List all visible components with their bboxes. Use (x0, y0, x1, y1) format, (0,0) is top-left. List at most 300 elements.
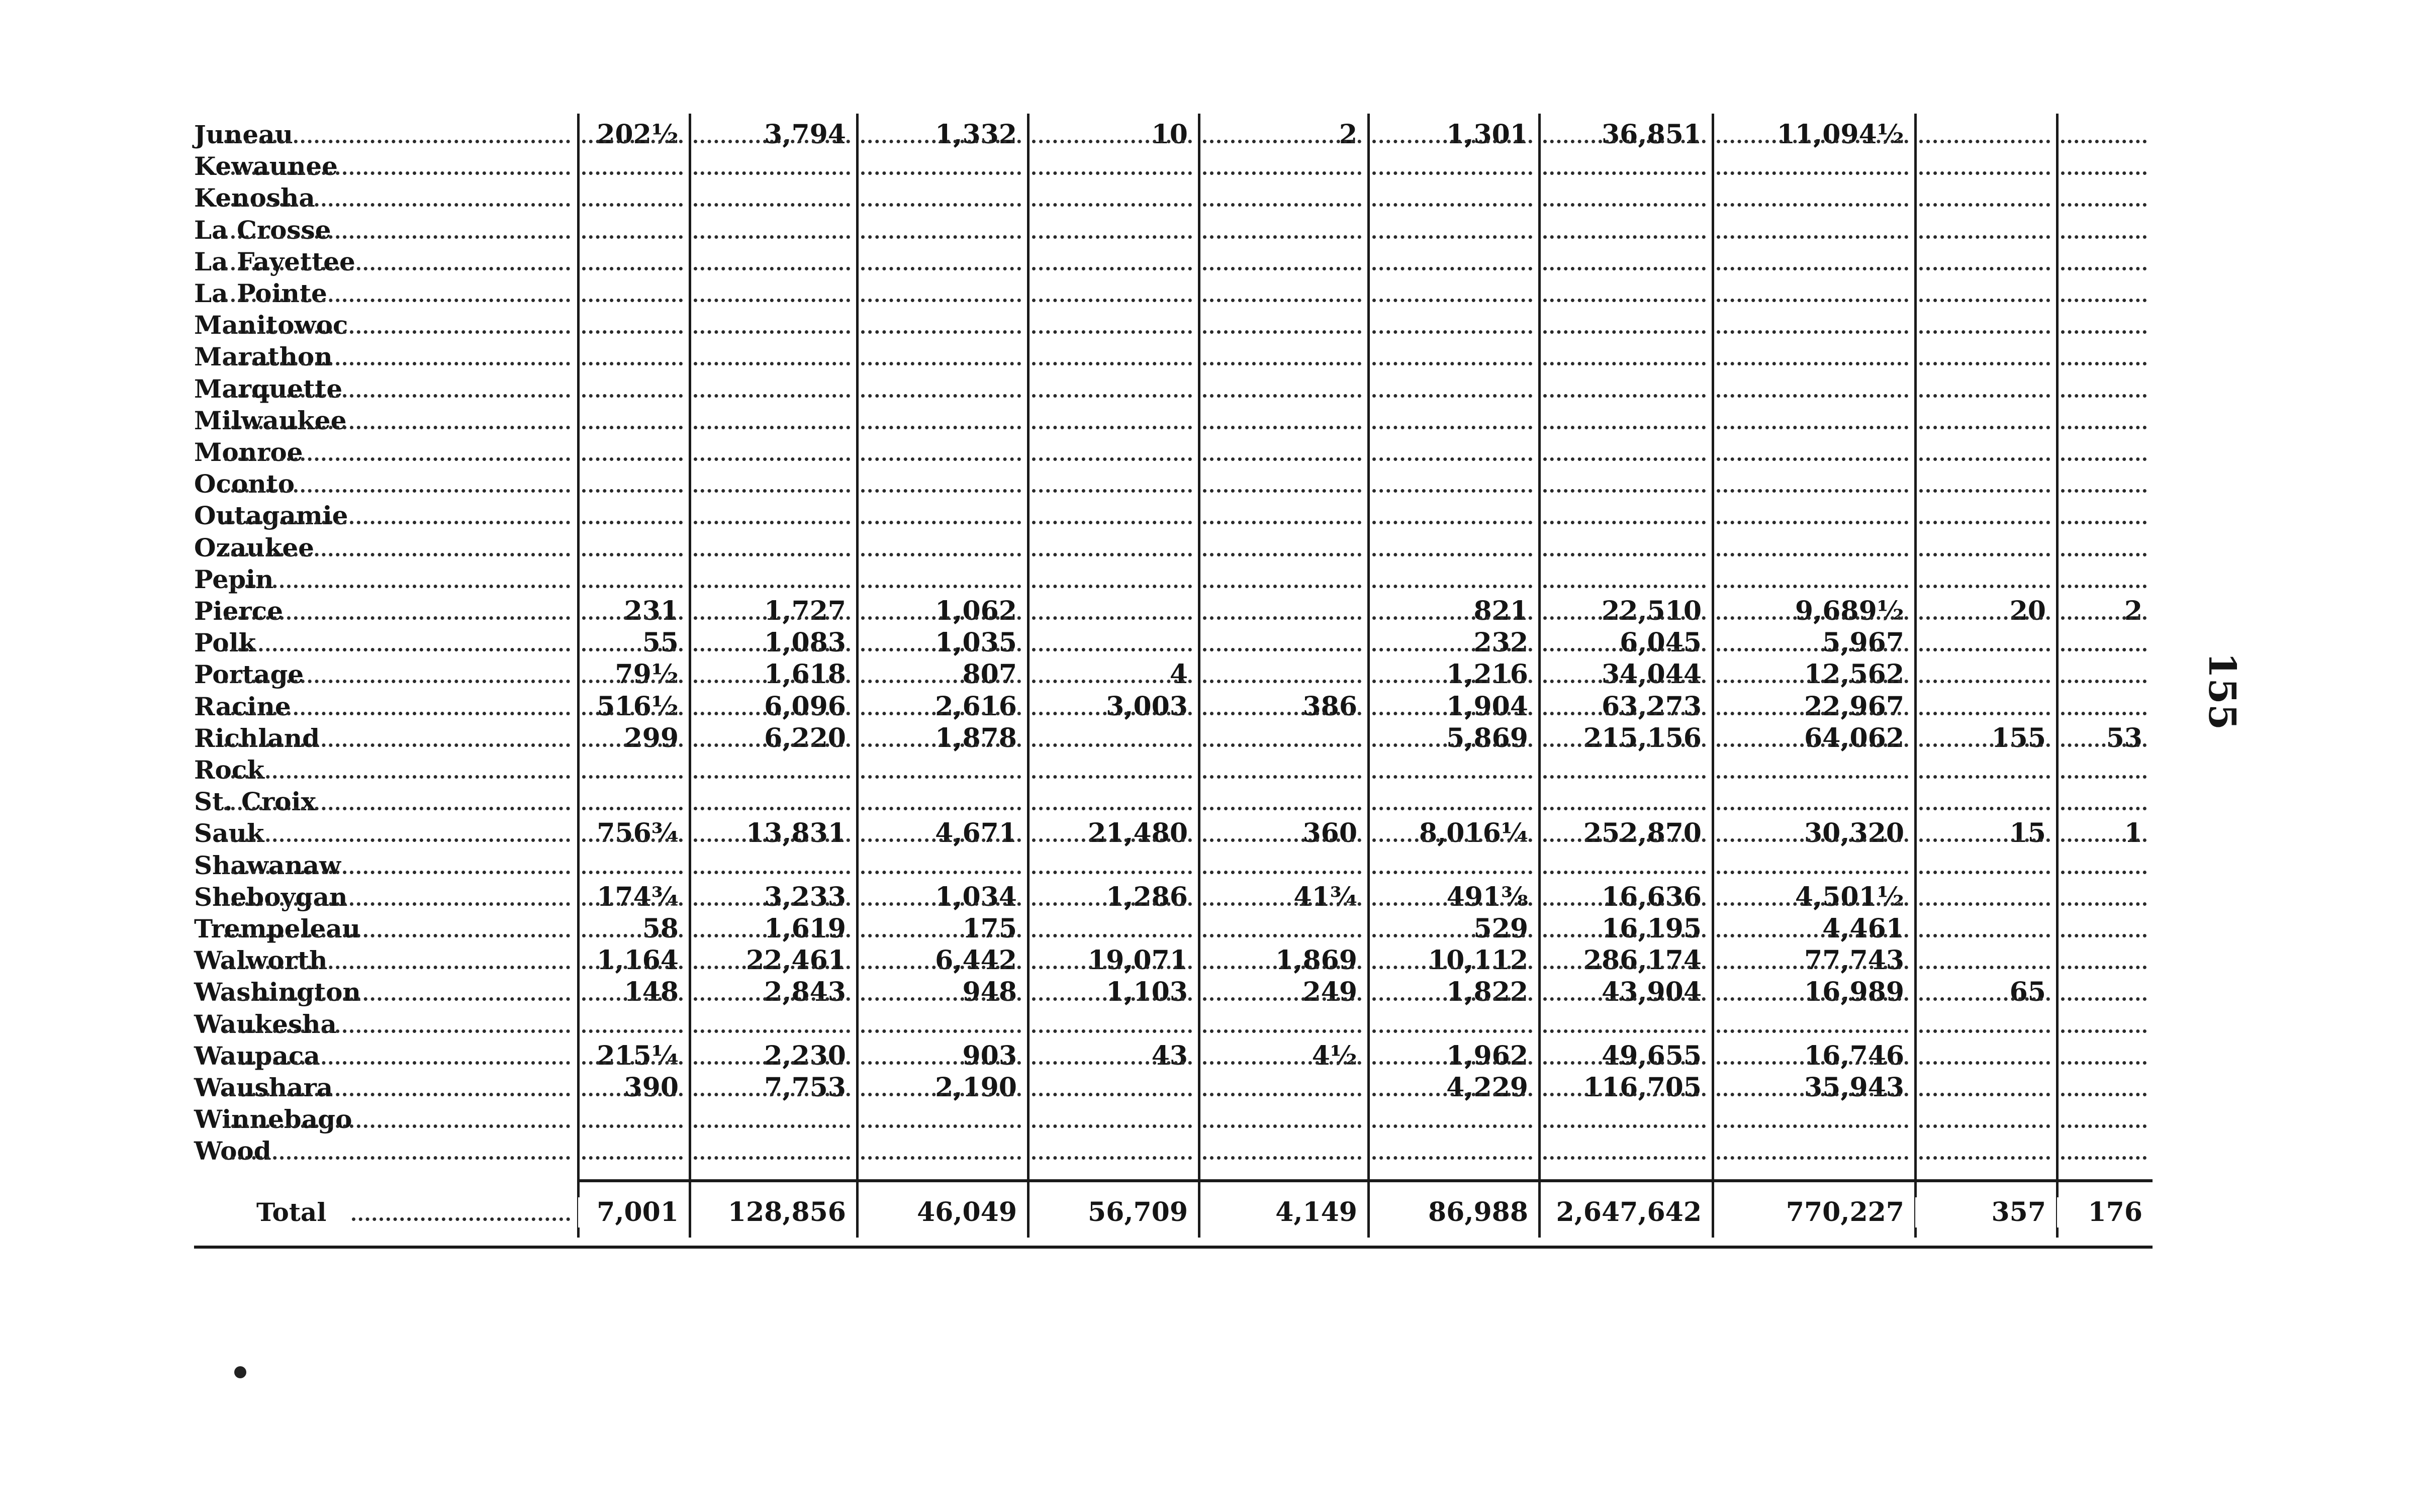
dot-leader (1032, 1093, 1192, 1096)
dot-leader (1203, 1093, 1361, 1096)
table-cell: 1,034 (866, 882, 1017, 912)
table-cell: 1,904 (1377, 692, 1528, 722)
column-rule (1914, 114, 1917, 1238)
dot-leader (224, 521, 570, 524)
dot-leader (861, 171, 1021, 175)
county-name: Pepin (194, 564, 276, 595)
dot-leader (2061, 997, 2146, 1001)
table-cell: 6,220 (695, 723, 846, 753)
dot-leader (582, 648, 683, 651)
dot-leader (1717, 171, 1908, 175)
dot-leader (224, 203, 570, 207)
table-cell: 215,156 (1551, 723, 1702, 753)
dot-leader (224, 775, 570, 779)
dot-leader (1919, 1029, 2050, 1033)
table-cell: 22,510 (1551, 596, 1702, 626)
dot-leader (861, 203, 1021, 207)
column-rule (1712, 114, 1714, 1238)
county-name: Polk (194, 628, 259, 658)
table-cell: 4 (1037, 659, 1188, 690)
dot-leader (1372, 966, 1532, 969)
table-cell: 116,705 (1551, 1073, 1702, 1103)
table-cell: 1,286 (1037, 882, 1188, 912)
dot-leader (1543, 807, 1706, 810)
table-cell: 1,164 (578, 946, 679, 976)
table-cell: 65 (1915, 977, 2046, 1007)
dot-leader (694, 330, 850, 334)
table-cell: 821 (1377, 596, 1528, 626)
county-name: Milwaukee (194, 406, 349, 436)
dot-leader (582, 235, 683, 239)
dot-leader (1543, 902, 1706, 906)
dot-leader (1372, 1029, 1532, 1033)
table-cell: 22,967 (1753, 692, 1904, 722)
dot-leader (224, 1029, 570, 1033)
dot-leader (2061, 394, 2146, 398)
dot-leader (2061, 267, 2146, 270)
dot-leader (861, 871, 1021, 874)
table-cell: 19,071 (1037, 946, 1188, 976)
table-cell: 35,943 (1753, 1073, 1904, 1103)
dot-leader (1032, 648, 1192, 651)
table-cell: 174¾ (578, 882, 679, 912)
dot-leader (1717, 1029, 1908, 1033)
dot-leader (861, 457, 1021, 461)
dot-leader (224, 934, 570, 937)
table-cell: 30,320 (1753, 818, 1904, 848)
dot-leader (694, 966, 850, 969)
table-cell: 11,094½ (1753, 120, 1904, 150)
table-cell: 175 (866, 914, 1017, 944)
dot-leader (1543, 775, 1706, 779)
dot-leader (1543, 203, 1706, 207)
dot-leader (582, 426, 683, 429)
dot-leader (1717, 489, 1908, 493)
dot-leader (1543, 712, 1706, 715)
dot-leader (582, 267, 683, 270)
dot-leader (694, 807, 850, 810)
dot-leader (1372, 775, 1532, 779)
dot-leader (1543, 966, 1706, 969)
dot-leader (1717, 585, 1908, 588)
dot-leader (1203, 712, 1361, 715)
dot-leader (861, 838, 1021, 842)
dot-leader (2061, 585, 2146, 588)
dot-leader (694, 1093, 850, 1096)
dot-leader (2061, 871, 2146, 874)
dot-leader (1717, 140, 1908, 143)
dot-leader (1717, 871, 1908, 874)
dot-leader (1717, 203, 1908, 207)
dot-leader (1543, 299, 1706, 302)
dot-leader (1919, 902, 2050, 906)
table-cell: 20 (1915, 596, 2046, 626)
table-cell: 7,753 (695, 1073, 846, 1103)
county-name: Wood (194, 1136, 274, 1166)
table-cell: 12,562 (1753, 659, 1904, 690)
dot-leader (1717, 1156, 1908, 1160)
dot-leader (1717, 553, 1908, 556)
dot-leader (1543, 1093, 1706, 1096)
dot-leader (1203, 235, 1361, 239)
county-name: Sheboygan (194, 882, 350, 912)
table-cell: 232 (1377, 628, 1528, 658)
dot-leader (1543, 457, 1706, 461)
ink-speck (234, 1366, 246, 1378)
dot-leader (1717, 1124, 1908, 1128)
table-cell: 3,003 (1037, 692, 1188, 722)
table-cell: 10 (1037, 120, 1188, 150)
dot-leader (694, 680, 850, 683)
dot-leader (224, 1061, 570, 1065)
dot-leader (1919, 489, 2050, 493)
dot-leader (1919, 1093, 2050, 1096)
table-cell: 252,870 (1551, 818, 1702, 848)
dot-leader (861, 680, 1021, 683)
dot-leader (2061, 648, 2146, 651)
dot-leader (1203, 997, 1361, 1001)
table-cell: 1,062 (866, 596, 1017, 626)
dot-leader (224, 426, 570, 429)
dot-leader (582, 1061, 683, 1065)
total-label: Total (256, 1197, 329, 1227)
dot-leader (1203, 457, 1361, 461)
dot-leader (582, 330, 683, 334)
table-cell: 2,190 (866, 1073, 1017, 1103)
dot-leader (1203, 1061, 1361, 1065)
dot-leader (1717, 902, 1908, 906)
dot-leader (1203, 267, 1361, 270)
dot-leader (224, 553, 570, 556)
dot-leader (224, 585, 570, 588)
dot-leader (1372, 235, 1532, 239)
dot-leader (582, 1029, 683, 1033)
dot-leader (1543, 330, 1706, 334)
dot-leader (1203, 585, 1361, 588)
table-cell: 286,174 (1551, 946, 1702, 976)
dot-leader (224, 235, 570, 239)
dot-leader (1543, 1124, 1706, 1128)
dot-leader (1543, 585, 1706, 588)
dot-leader (1203, 171, 1361, 175)
dot-leader (1919, 616, 2050, 620)
column-rule (1367, 114, 1370, 1238)
dot-leader (224, 299, 570, 302)
county-name: Waushara (194, 1073, 336, 1103)
dot-leader (694, 1029, 850, 1033)
dot-leader (1032, 775, 1192, 779)
dot-leader (1919, 775, 2050, 779)
table-cell: 299 (578, 723, 679, 753)
dot-leader (1717, 712, 1908, 715)
county-name: Manitowoc (194, 310, 351, 340)
dot-leader (1919, 140, 2050, 143)
table-cell: 4,461 (1753, 914, 1904, 944)
dot-leader (1203, 871, 1361, 874)
dot-leader (1032, 934, 1192, 937)
dot-leader (2061, 743, 2146, 747)
dot-leader (1919, 712, 2050, 715)
dot-leader (1717, 807, 1908, 810)
county-name: Waupaca (194, 1041, 323, 1071)
dot-leader (1717, 838, 1908, 842)
table-cell: 58 (578, 914, 679, 944)
table-cell: 53 (2057, 723, 2142, 753)
dot-leader (694, 521, 850, 524)
county-name: Juneau (194, 120, 296, 150)
dot-leader (1032, 171, 1192, 175)
dot-leader (1919, 457, 2050, 461)
county-name: Washington (194, 977, 364, 1007)
dot-leader (1032, 807, 1192, 810)
dot-leader (694, 1061, 850, 1065)
dot-leader (861, 267, 1021, 270)
dot-leader (1032, 521, 1192, 524)
dot-leader (1032, 489, 1192, 493)
dot-leader (1372, 871, 1532, 874)
table-cell: 148 (578, 977, 679, 1007)
total-cell: 4,149 (1206, 1197, 1357, 1227)
table-cell: 1,216 (1377, 659, 1528, 690)
dot-leader (1543, 680, 1706, 683)
dot-leader (861, 553, 1021, 556)
dot-leader (1543, 521, 1706, 524)
dot-leader (694, 648, 850, 651)
dot-leader (1032, 299, 1192, 302)
dot-leader (861, 1061, 1021, 1065)
table-cell: 948 (866, 977, 1017, 1007)
dot-leader (2061, 680, 2146, 683)
county-name: Ozaukee (194, 533, 317, 563)
dot-leader (1032, 743, 1192, 747)
dot-leader (1032, 426, 1192, 429)
dot-leader (1543, 553, 1706, 556)
table-cell: 4,501½ (1753, 882, 1904, 912)
dot-leader (1032, 680, 1192, 683)
dot-leader (2061, 203, 2146, 207)
dot-leader (582, 457, 683, 461)
table-cell: 390 (578, 1073, 679, 1103)
dot-leader (1032, 362, 1192, 365)
dot-leader (1543, 267, 1706, 270)
dot-leader (861, 140, 1021, 143)
dot-leader (582, 934, 683, 937)
table-cell: 16,636 (1551, 882, 1702, 912)
dot-leader (1372, 267, 1532, 270)
dot-leader (582, 997, 683, 1001)
total-cell: 770,227 (1753, 1197, 1904, 1227)
table-cell: 155 (1915, 723, 2046, 753)
dot-leader (1543, 616, 1706, 620)
table-cell: 63,273 (1551, 692, 1702, 722)
dot-leader (1717, 235, 1908, 239)
table-cell: 77,743 (1753, 946, 1904, 976)
dot-leader (1717, 1061, 1908, 1065)
dot-leader (1717, 934, 1908, 937)
table-cell: 529 (1377, 914, 1528, 944)
dot-leader (224, 267, 570, 270)
dot-leader (861, 521, 1021, 524)
table-cell: 1 (2057, 818, 2142, 848)
dot-leader (1372, 838, 1532, 842)
dot-leader (1543, 838, 1706, 842)
dot-leader (1919, 267, 2050, 270)
dot-leader (582, 712, 683, 715)
dot-leader (1717, 362, 1908, 365)
dot-leader (861, 235, 1021, 239)
dot-leader (1032, 902, 1192, 906)
total-rule (577, 1179, 2153, 1182)
dot-leader (861, 712, 1021, 715)
dot-leader (1543, 871, 1706, 874)
table-cell: 15 (1915, 818, 2046, 848)
dot-leader (1032, 838, 1192, 842)
dot-leader (1919, 680, 2050, 683)
table-cell: 16,989 (1753, 977, 1904, 1007)
table-cell: 2,230 (695, 1041, 846, 1071)
table-cell: 21,480 (1037, 818, 1188, 848)
dot-leader (1203, 807, 1361, 810)
dot-leader (224, 648, 570, 651)
dot-leader (582, 902, 683, 906)
dot-leader (2061, 553, 2146, 556)
dot-leader (1717, 680, 1908, 683)
dot-leader (1372, 457, 1532, 461)
dot-leader (1372, 680, 1532, 683)
page-number: 155 (2200, 652, 2244, 730)
dot-leader (1543, 1061, 1706, 1065)
dot-leader (224, 616, 570, 620)
dot-leader (1203, 648, 1361, 651)
county-name: Marathon (194, 342, 336, 372)
dot-leader (1203, 680, 1361, 683)
dot-leader (224, 1124, 570, 1128)
county-name: Pierce (194, 596, 286, 626)
dot-leader (582, 203, 683, 207)
table-cell: 6,442 (866, 946, 1017, 976)
dot-leader (861, 330, 1021, 334)
table-cell: 1,822 (1377, 977, 1528, 1007)
dot-leader (1919, 426, 2050, 429)
table-cell: 215¼ (578, 1041, 679, 1071)
table-cell: 5,967 (1753, 628, 1904, 658)
dot-leader (694, 616, 850, 620)
county-name: Walworth (194, 946, 330, 976)
dot-leader (1919, 838, 2050, 842)
dot-leader (2061, 712, 2146, 715)
table-cell: 1,618 (695, 659, 846, 690)
dot-leader (1919, 585, 2050, 588)
table-cell: 1,619 (695, 914, 846, 944)
dot-leader (2061, 1124, 2146, 1128)
dot-leader (1919, 235, 2050, 239)
dot-leader (694, 394, 850, 398)
dot-leader (694, 457, 850, 461)
dot-leader (1032, 966, 1192, 969)
dot-leader (224, 330, 570, 334)
total-cell: 357 (1915, 1197, 2046, 1227)
dot-leader (582, 171, 683, 175)
column-rule (1538, 114, 1541, 1238)
dot-leader (861, 1124, 1021, 1128)
dot-leader (1372, 553, 1532, 556)
table-cell: 2,616 (866, 692, 1017, 722)
dot-leader (1203, 330, 1361, 334)
dot-leader (694, 902, 850, 906)
county-name: Portage (194, 659, 307, 690)
table-cell: 2 (2057, 596, 2142, 626)
dot-leader (1203, 489, 1361, 493)
dot-leader (224, 997, 570, 1001)
dot-leader (1032, 616, 1192, 620)
dot-leader (1919, 997, 2050, 1001)
dot-leader (224, 712, 570, 715)
dot-leader (861, 1093, 1021, 1096)
dot-leader (582, 585, 683, 588)
dot-leader (1372, 1124, 1532, 1128)
table-cell: 1,332 (866, 120, 1017, 150)
dot-leader (582, 775, 683, 779)
dot-leader (1372, 585, 1532, 588)
table-cell: 5,869 (1377, 723, 1528, 753)
county-name: Waukesha (194, 1009, 340, 1040)
county-name: La Fayettee (194, 247, 358, 277)
dot-leader (1919, 521, 2050, 524)
table-cell: 1,869 (1206, 946, 1357, 976)
county-name: St. Croix (194, 787, 319, 817)
dot-leader (582, 1093, 683, 1096)
total-cell: 7,001 (578, 1197, 679, 1227)
dot-leader (1717, 521, 1908, 524)
dot-leader (1372, 426, 1532, 429)
dot-leader (224, 457, 570, 461)
dot-leader (1543, 394, 1706, 398)
bottom-rule (194, 1246, 2153, 1249)
dot-leader (2061, 838, 2146, 842)
dot-leader (1717, 775, 1908, 779)
dot-leader (1032, 712, 1192, 715)
dot-leader (1717, 457, 1908, 461)
total-cell: 2,647,642 (1551, 1197, 1702, 1227)
county-name: Richland (194, 723, 323, 753)
dot-leader (1543, 171, 1706, 175)
dot-leader (861, 489, 1021, 493)
dot-leader (1203, 902, 1361, 906)
table-cell: 8,016¼ (1377, 818, 1528, 848)
column-rule (856, 114, 859, 1238)
dot-leader (1543, 997, 1706, 1001)
dot-leader (694, 585, 850, 588)
table-cell: 3,794 (695, 120, 846, 150)
dot-leader (1203, 966, 1361, 969)
table-cell: 16,746 (1753, 1041, 1904, 1071)
dot-leader (2061, 426, 2146, 429)
dot-leader (1032, 267, 1192, 270)
dot-leader (694, 775, 850, 779)
dot-leader (694, 871, 850, 874)
table-cell: 516½ (578, 692, 679, 722)
dot-leader (224, 807, 570, 810)
dot-leader (1717, 1093, 1908, 1096)
dot-leader (1372, 299, 1532, 302)
county-name: Rock (194, 755, 267, 785)
table-cell: 79½ (578, 659, 679, 690)
total-cell: 86,988 (1377, 1197, 1528, 1227)
county-name: Oconto (194, 469, 298, 499)
dot-leader (2061, 171, 2146, 175)
dot-leader (1372, 934, 1532, 937)
dot-leader (1543, 235, 1706, 239)
